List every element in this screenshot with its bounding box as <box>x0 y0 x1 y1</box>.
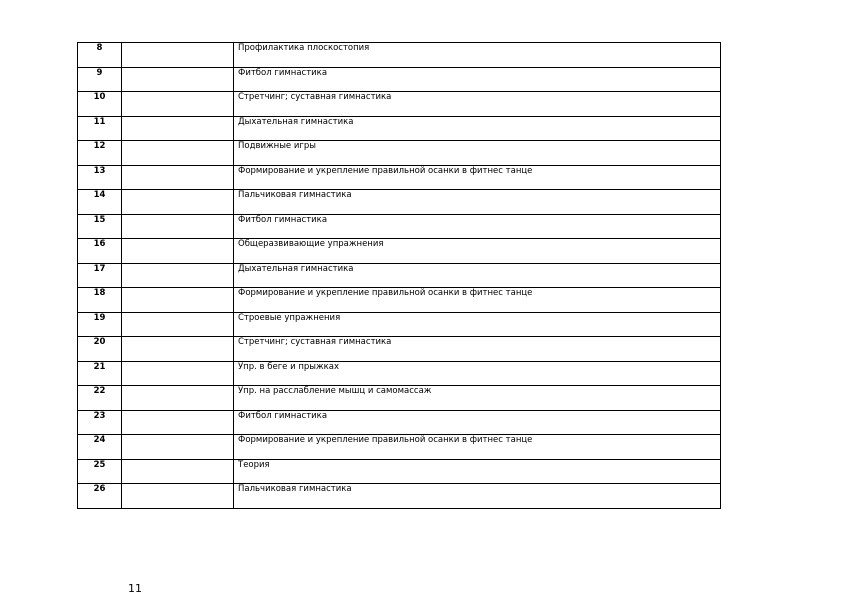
row-number: 10 <box>78 92 122 117</box>
row-date <box>122 214 234 239</box>
row-date <box>122 43 234 68</box>
row-topic <box>234 337 721 362</box>
row-topic <box>234 141 721 166</box>
row-number: 22 <box>78 386 122 411</box>
row-number: 8 <box>78 43 122 68</box>
row-date <box>122 386 234 411</box>
row-topic <box>234 43 721 68</box>
row-topic <box>234 214 721 239</box>
row-date <box>122 116 234 141</box>
row-topic <box>234 410 721 435</box>
row-topic <box>234 263 721 288</box>
row-topic-text: Стретчинг; суставная гимнастика <box>238 92 392 102</box>
row-topic <box>234 484 721 509</box>
row-date <box>122 190 234 215</box>
row-topic <box>234 190 721 215</box>
table-row <box>78 43 721 68</box>
row-date <box>122 337 234 362</box>
row-topic <box>234 435 721 460</box>
row-topic <box>234 288 721 313</box>
row-date <box>122 239 234 264</box>
row-number: 16 <box>78 239 122 264</box>
row-number: 9 <box>78 67 122 92</box>
row-date <box>122 435 234 460</box>
table-row <box>78 67 721 92</box>
row-date <box>122 92 234 117</box>
row-topic-text: Фитбол гимнастика <box>238 67 328 78</box>
table-row <box>78 165 721 190</box>
row-number: 21 <box>78 361 122 386</box>
row-topic <box>234 67 721 92</box>
table-row <box>78 141 721 166</box>
row-date <box>122 165 234 190</box>
row-number: 20 <box>78 337 122 362</box>
row-number: 12 <box>78 141 122 166</box>
row-number: 13 <box>78 165 122 190</box>
row-number: 15 <box>78 214 122 239</box>
row-topic <box>234 312 721 337</box>
row-date <box>122 484 234 509</box>
row-topic <box>234 116 721 141</box>
row-topic-text: Пальчиковая гимнастика <box>238 484 352 494</box>
row-number: 11 <box>78 116 122 141</box>
table-row <box>78 190 721 215</box>
row-topic-text: Фитбол гимнастика <box>238 410 328 421</box>
row-topic-text: Профилактика плоскостопия <box>238 43 370 53</box>
row-date <box>122 459 234 484</box>
table-row <box>78 361 721 386</box>
row-number: 18 <box>78 288 122 313</box>
row-number: 17 <box>78 263 122 288</box>
page-number: 11 <box>128 582 142 595</box>
table-row <box>78 263 721 288</box>
row-date <box>122 141 234 166</box>
table-row <box>78 459 721 484</box>
row-topic <box>234 459 721 484</box>
row-topic-text: Стретчинг; суставная гимнастика <box>238 337 392 347</box>
table-row <box>78 239 721 264</box>
row-number: 23 <box>78 410 122 435</box>
table-row <box>78 435 721 460</box>
table-row <box>78 337 721 362</box>
row-number: 24 <box>78 435 122 460</box>
row-topic <box>234 386 721 411</box>
row-number: 26 <box>78 484 122 509</box>
row-date <box>122 67 234 92</box>
row-topic-text: Упр. в беге и прыжках <box>238 361 340 372</box>
row-topic-text: Формирование и укрепление правильной осанки в фитнес танце <box>238 435 533 445</box>
row-topic-text: Пальчиковая гимнастика <box>238 190 352 200</box>
row-topic <box>234 165 721 190</box>
table-row <box>78 92 721 117</box>
row-topic-text: Формирование и укрепление правильной осанки в фитнес танце <box>238 288 533 298</box>
schedule-table-body <box>78 43 721 509</box>
row-topic-text: Общеразвивающие упражнения <box>238 239 384 249</box>
row-date <box>122 263 234 288</box>
row-date <box>122 361 234 386</box>
table-row <box>78 410 721 435</box>
row-topic-text: Формирование и укрепление правильной осанки в фитнес танце <box>238 165 533 176</box>
row-topic-text: Фитбол гимнастика <box>238 214 328 225</box>
table-row <box>78 214 721 239</box>
schedule-table <box>77 42 721 509</box>
row-topic <box>234 239 721 264</box>
row-date <box>122 288 234 313</box>
row-topic-text: Теория <box>238 459 270 470</box>
table-row <box>78 386 721 411</box>
table-row <box>78 312 721 337</box>
table-row <box>78 484 721 509</box>
row-topic <box>234 361 721 386</box>
row-topic-text: Подвижные игры <box>238 141 316 151</box>
row-topic-text: Упр. на расслабление мышц и самомассаж <box>238 386 432 396</box>
row-topic <box>234 92 721 117</box>
row-date <box>122 312 234 337</box>
row-number: 19 <box>78 312 122 337</box>
row-topic-text: Дыхательная гимнастика <box>238 263 354 274</box>
row-topic-text: Строевые упражнения <box>238 312 341 323</box>
table-row <box>78 288 721 313</box>
row-number: 14 <box>78 190 122 215</box>
table-row <box>78 116 721 141</box>
row-date <box>122 410 234 435</box>
row-number: 25 <box>78 459 122 484</box>
row-topic-text: Дыхательная гимнастика <box>238 116 354 127</box>
